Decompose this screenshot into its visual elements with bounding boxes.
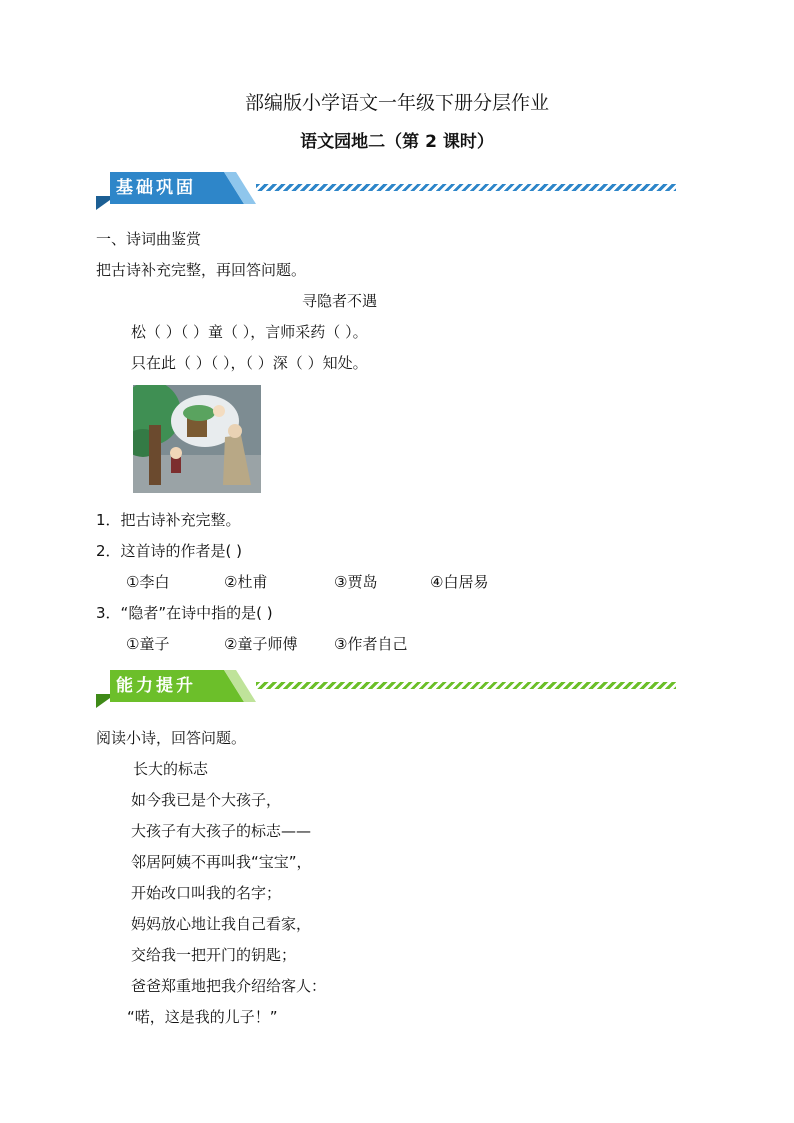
poem-line: 爸爸郑重地把我介绍给客人： xyxy=(131,977,327,995)
poem-line-1: 松（ ）（ ）童（ ），言师采药（ ）。 xyxy=(131,323,368,341)
question-1: 1．把古诗补充完整。 xyxy=(96,511,241,529)
question-2: 2．这首诗的作者是( ) xyxy=(96,542,243,560)
document-title: 部编版小学语文一年级下册分层作业 xyxy=(244,92,549,114)
instruction-text: 把古诗补充完整，再回答问题。 xyxy=(96,261,307,279)
q2-option-a: ①李白 xyxy=(126,573,170,591)
section-banner-basic xyxy=(96,170,676,210)
poem-line: 妈妈放心地让我自己看家， xyxy=(131,915,312,933)
poem-title-2: 长大的标志 xyxy=(133,760,209,778)
poem-illustration xyxy=(133,385,261,493)
banner-label: 能力提升 xyxy=(116,676,196,696)
poem-line: 交给我一把开门的钥匙； xyxy=(131,946,297,964)
instruction-text-2: 阅读小诗，回答问题。 xyxy=(96,729,247,747)
poem-line: 邻居阿姨不再叫我“宝宝”， xyxy=(131,853,312,871)
lesson-subtitle: 语文园地二（第 2 课时） xyxy=(300,132,494,152)
banner-label: 基础巩固 xyxy=(116,178,196,198)
poem-line: 如今我已是个大孩子， xyxy=(131,791,282,809)
banner-stripe xyxy=(256,184,676,191)
question-3: 3．“隐者”在诗中指的是( ) xyxy=(96,604,273,622)
poem-line: 大孩子有大孩子的标志—— xyxy=(131,822,312,840)
q3-option-a: ①童子 xyxy=(126,635,170,653)
poem-line: “喏，这是我的儿子！” xyxy=(127,1008,278,1026)
poem-line: 开始改口叫我的名字； xyxy=(131,884,282,902)
poem-title: 寻隐者不遇 xyxy=(302,292,378,310)
q3-option-c: ③作者自己 xyxy=(334,635,408,653)
section-banner-advanced xyxy=(96,668,676,708)
q2-option-b: ②杜甫 xyxy=(224,573,268,591)
q2-option-d: ④白居易 xyxy=(430,573,489,591)
section-heading: 一、诗词曲鉴赏 xyxy=(96,230,202,248)
poem-line-2: 只在此（ ）（ ），（ ）深（ ）知处。 xyxy=(131,354,368,372)
q2-option-c: ③贾岛 xyxy=(334,573,378,591)
banner-stripe xyxy=(256,682,676,689)
q3-option-b: ②童子师傅 xyxy=(224,635,298,653)
